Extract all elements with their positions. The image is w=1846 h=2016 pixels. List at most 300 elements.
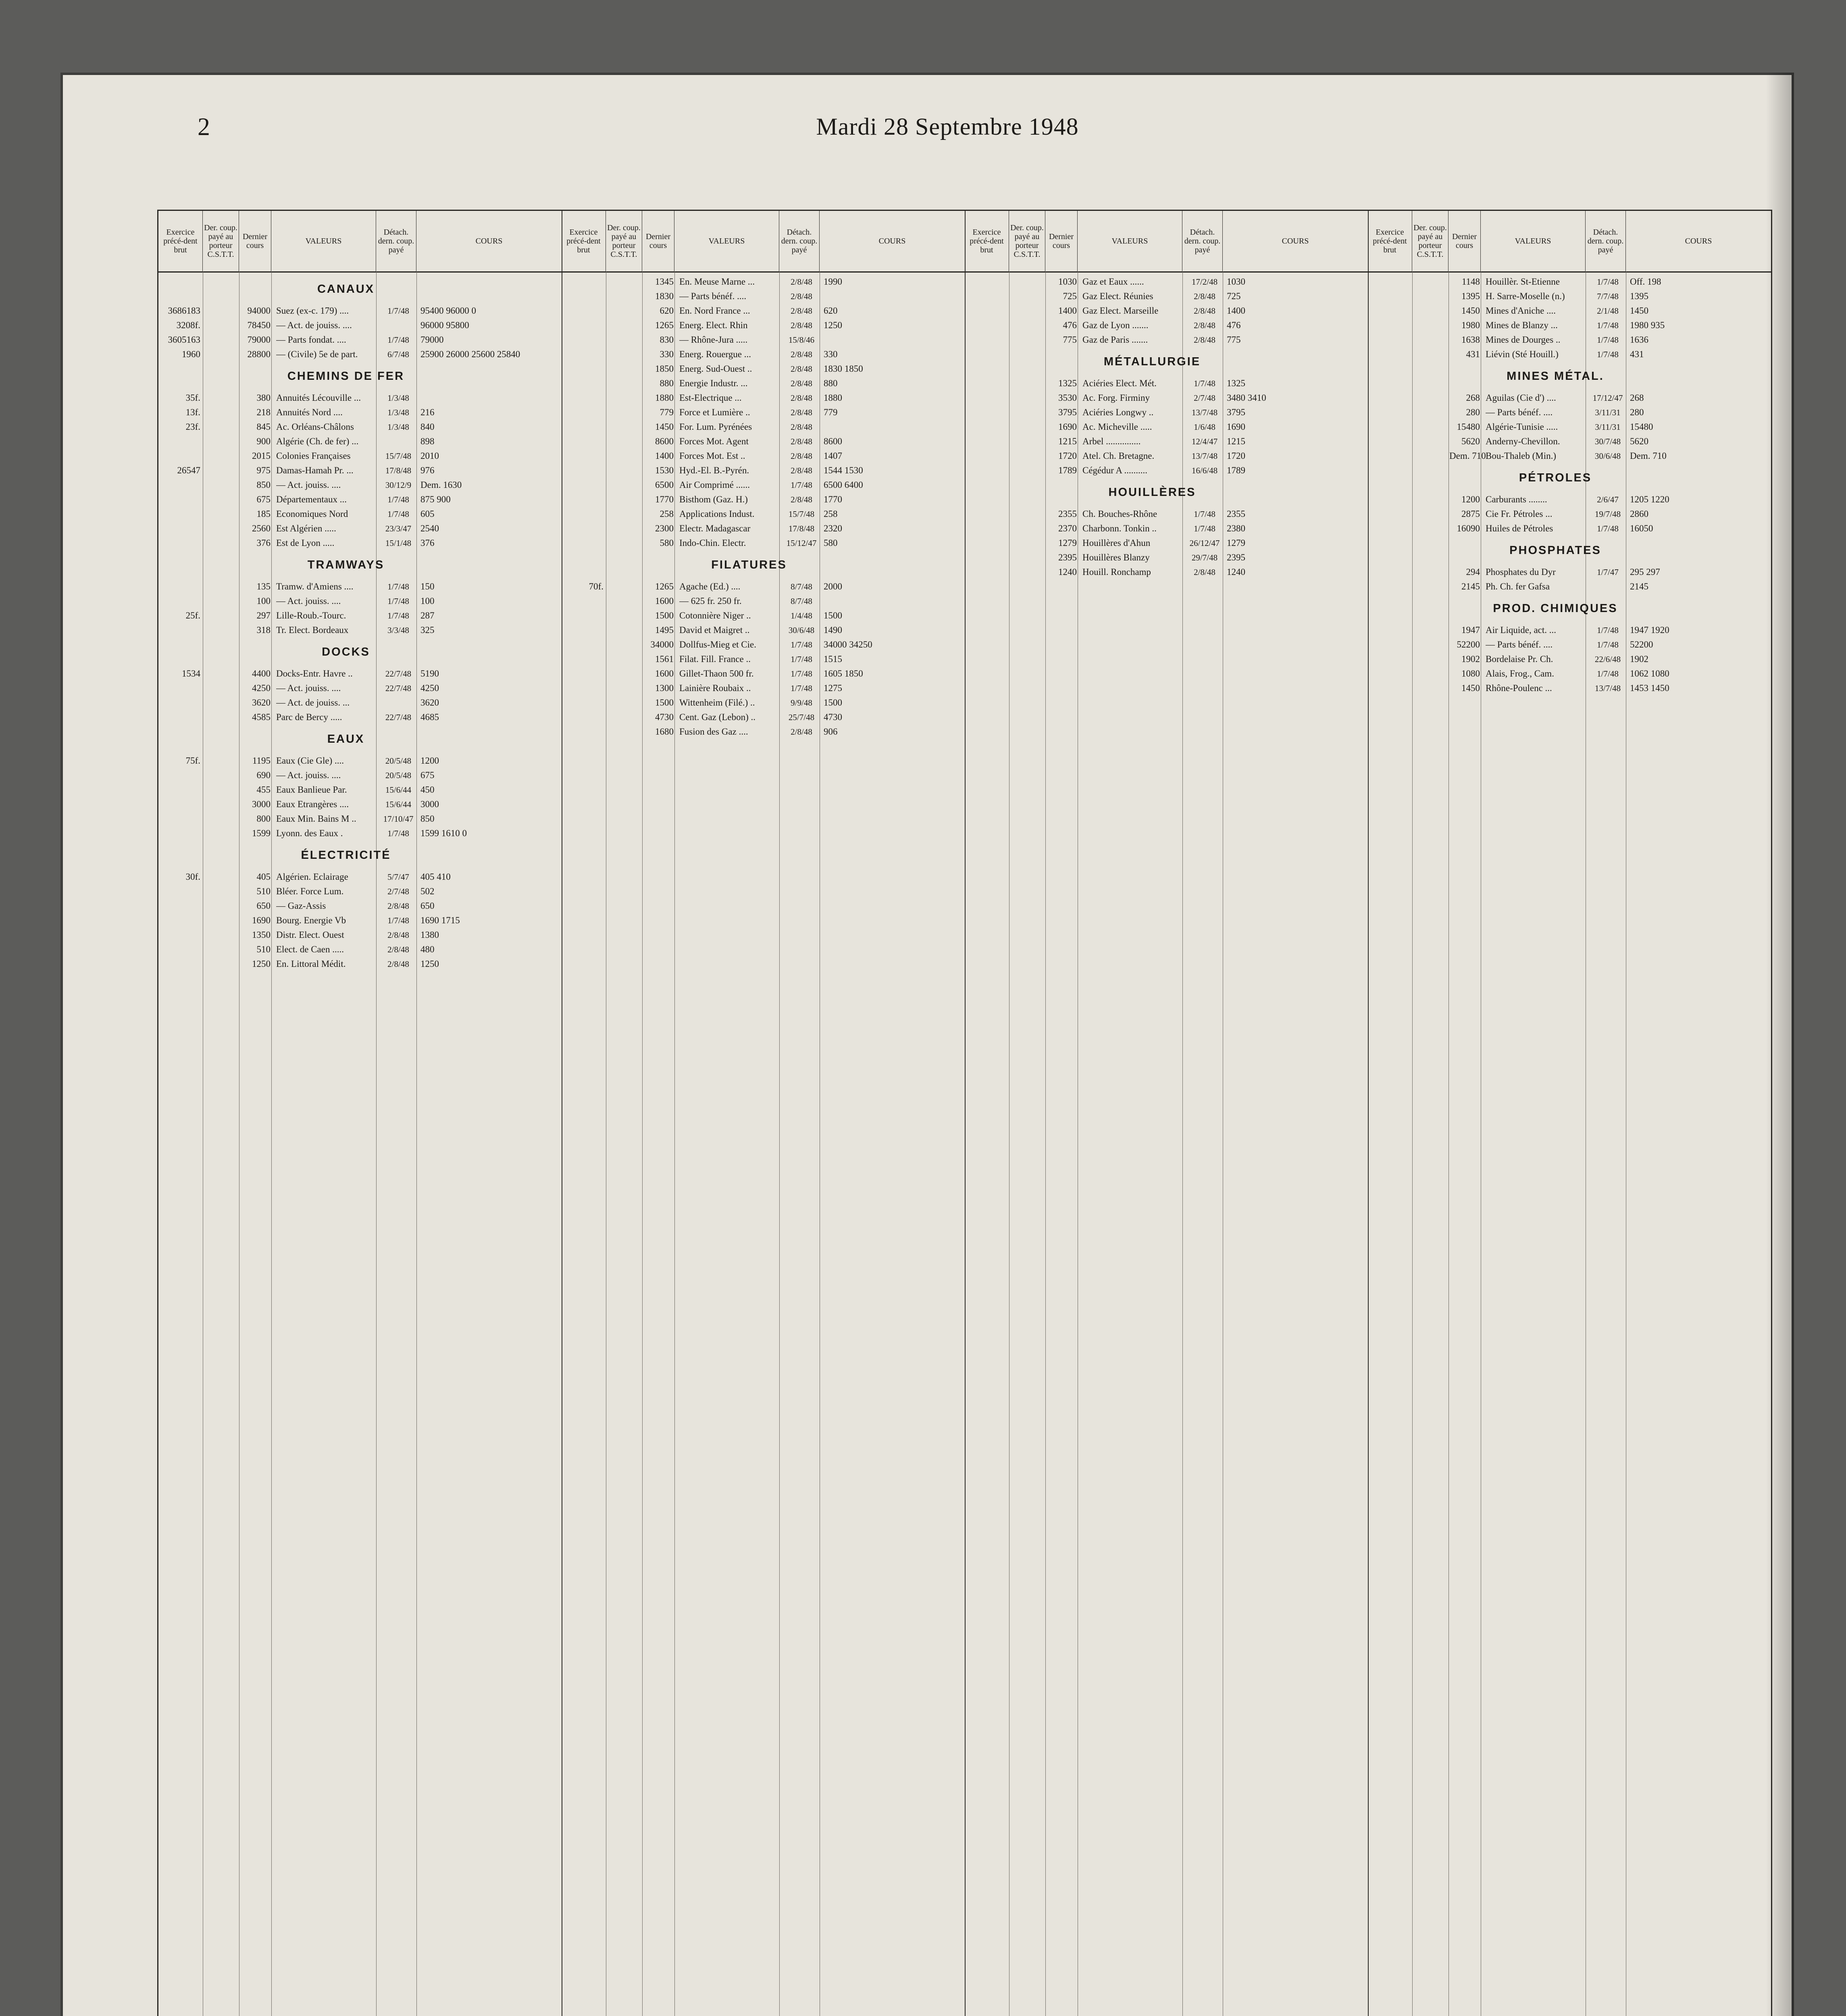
coupon-date: 2/8/48 (1194, 306, 1215, 316)
quotes: 216 (420, 407, 435, 417)
last-price: 3000 (252, 799, 271, 809)
quotes: 502 (420, 886, 435, 896)
last-price: 880 (660, 378, 674, 388)
previous-dividend: 75f. (185, 756, 200, 766)
coupon-date: 2/8/48 (791, 727, 812, 737)
coupon-date: 8/7/48 (791, 596, 812, 606)
coupon-date: 1/7/48 (791, 669, 812, 679)
security-name: H. Sarre-Moselle (n.) (1486, 291, 1565, 301)
last-price: 5620 (1461, 436, 1480, 446)
quotes: 2320 (824, 523, 842, 533)
column-header-net: Der. coup. payé au porteur C.S.T.T. (606, 211, 642, 271)
quotes: 1250 (824, 320, 842, 330)
security-name: Eaux (Cie Gle) .... (276, 756, 344, 766)
quotation-row (158, 826, 562, 841)
quotes: 3620 (420, 698, 439, 708)
quotation-rows (965, 275, 1368, 579)
coupon-date: 2/8/48 (791, 451, 812, 461)
quotation-row (965, 391, 1368, 405)
coupon-date: 17/8/48 (788, 524, 815, 533)
quotation-row (562, 405, 965, 420)
quotes: 775 (1227, 335, 1241, 345)
previous-dividend: 30f. (185, 872, 200, 882)
quotes: 875 900 (420, 494, 451, 504)
quotes: 675 (420, 770, 435, 780)
stock-quotation-table (157, 210, 1772, 2016)
quotes: 34000 34250 (824, 639, 872, 650)
last-price: 775 (1063, 335, 1077, 345)
security-name: Eaux Banlieue Par. (276, 785, 347, 795)
last-price: 8600 (655, 436, 674, 446)
quotation-row (158, 333, 562, 347)
quotes: 1400 (1227, 306, 1245, 316)
security-name: Mines de Blanzy ... (1486, 320, 1558, 330)
security-name: Houillères d'Ahun (1082, 538, 1151, 548)
quotes: 4685 (420, 712, 439, 722)
quotation-row (1368, 579, 1771, 594)
security-name: — Parts bénéf. .... (1486, 407, 1553, 417)
quotes: 1240 (1227, 567, 1245, 577)
last-price: 330 (660, 349, 674, 359)
coupon-date: 1/7/48 (1597, 669, 1619, 679)
coupon-date: 25/7/48 (788, 712, 815, 722)
coupon-date: 9/9/48 (791, 698, 812, 708)
last-price: 1265 (655, 581, 674, 591)
quotation-row (965, 463, 1368, 478)
coupon-date: 2/8/48 (791, 466, 812, 475)
quotes: 476 (1227, 320, 1241, 330)
quotation-row (158, 420, 562, 434)
quotation-row (562, 362, 965, 376)
quotation-row (1368, 304, 1771, 318)
column-headers (1368, 211, 1771, 273)
security-name: — Act. de jouiss. .... (276, 320, 352, 330)
security-name: Ph. Ch. fer Gafsa (1486, 581, 1550, 591)
last-price: Dem. 710 (1449, 451, 1486, 461)
last-price: 297 (256, 610, 271, 621)
security-name: Damas-Hamah Pr. ... (276, 465, 354, 475)
security-name: Bordelaise Pr. Ch. (1486, 654, 1553, 664)
last-price: 675 (256, 494, 271, 504)
security-name: Liévin (Sté Houill.) (1486, 349, 1559, 359)
last-price: 1345 (655, 277, 674, 287)
quotation-row (158, 304, 562, 318)
page-number: 2 (198, 113, 210, 141)
quotes: 2395 (1227, 552, 1245, 562)
last-price: 1265 (655, 320, 674, 330)
quotes: 1279 (1227, 538, 1245, 548)
last-price: 6500 (655, 480, 674, 490)
quotation-row (1368, 434, 1771, 449)
coupon-date: 2/8/48 (791, 350, 812, 359)
section-title: PÉTROLES (1519, 471, 1592, 484)
security-name: Eaux Min. Bains M .. (276, 814, 356, 824)
last-price: 185 (256, 509, 271, 519)
coupon-date: 1/4/48 (791, 611, 812, 621)
quotation-row (1368, 681, 1771, 696)
quotation-row (158, 797, 562, 812)
quotation-row (965, 289, 1368, 304)
quotes: 1500 (824, 610, 842, 621)
coupon-date: 17/8/48 (385, 466, 412, 475)
last-price: 779 (660, 407, 674, 417)
last-price: 1880 (655, 393, 674, 403)
security-name: Houillères Blanzy (1082, 552, 1150, 562)
coupon-date: 15/7/48 (385, 451, 412, 461)
quotation-row (158, 768, 562, 783)
last-price: 2300 (655, 523, 674, 533)
coupon-date: 1/7/48 (1597, 277, 1619, 287)
newspaper-page (60, 73, 1794, 2016)
last-price: 2145 (1461, 581, 1480, 591)
security-name: En. Littoral Médit. (276, 959, 346, 969)
quotes: 2145 (1630, 581, 1648, 591)
quotation-row (158, 449, 562, 463)
security-name: — Rhône-Jura ..... (679, 335, 748, 345)
quotes: 2380 (1227, 523, 1245, 533)
security-name: Cie Fr. Pétroles ... (1486, 509, 1553, 519)
security-name: — Act. jouiss. .... (276, 770, 341, 780)
quotes: 2010 (420, 451, 439, 461)
coupon-date: 2/7/48 (1194, 393, 1215, 403)
quotes: 1830 1850 (824, 364, 863, 374)
security-name: — Act. de jouiss. ... (276, 698, 350, 708)
last-price: 28800 (247, 349, 271, 359)
security-name: Energ. Rouergue ... (679, 349, 751, 359)
column-header-last: Dernier cours (239, 211, 271, 271)
last-price: 258 (660, 509, 674, 519)
coupon-date: 1/7/48 (1194, 509, 1215, 519)
last-price: 850 (256, 480, 271, 490)
quotes: Dem. 710 (1630, 451, 1667, 461)
last-price: 900 (256, 436, 271, 446)
coupon-date: 1/7/48 (1597, 350, 1619, 359)
quotation-row (965, 405, 1368, 420)
quotation-row (965, 521, 1368, 536)
coupon-date: 3/3/48 (387, 625, 409, 635)
last-price: 1690 (1058, 422, 1077, 432)
coupon-date: 2/8/48 (791, 437, 812, 446)
column-header-detach: Détach. dern. coup. payé (1586, 211, 1626, 271)
quotation-row (562, 434, 965, 449)
quotation-row (158, 405, 562, 420)
quotation-row (562, 608, 965, 623)
section-title: CANAUX (317, 283, 375, 296)
column-header-previous: Exercice précé-dent brut (1368, 211, 1412, 271)
last-price: 1325 (1058, 378, 1077, 388)
column-headers (562, 211, 965, 273)
previous-dividend: 35f. (185, 393, 200, 403)
coupon-date: 1/7/48 (791, 480, 812, 490)
quotation-row (562, 318, 965, 333)
coupon-date: 2/8/48 (791, 277, 812, 287)
quotation-row (158, 957, 562, 971)
quotation-row (562, 521, 965, 536)
security-name: Applications Indust. (679, 509, 755, 519)
section-title: FILATURES (711, 558, 787, 571)
coupon-date: 29/7/48 (1191, 553, 1218, 562)
section-title: MÉTALLURGIE (1103, 355, 1201, 368)
security-name: Alais, Frog., Cam. (1486, 669, 1554, 679)
coupon-date: 16/6/48 (1191, 466, 1218, 475)
security-name: Dollfus-Mieg et Cie. (679, 639, 756, 650)
last-price: 2560 (252, 523, 271, 533)
quotes: 376 (420, 538, 435, 548)
security-name: Bourg. Energie Vb (276, 915, 346, 925)
last-price: 975 (256, 465, 271, 475)
security-name: — Act. jouiss. .... (276, 480, 341, 490)
last-price: 78450 (247, 320, 271, 330)
quotation-row (1368, 666, 1771, 681)
quotation-row (965, 333, 1368, 347)
quotes: 5190 (420, 669, 439, 679)
last-price: 1500 (655, 698, 674, 708)
coupon-date: 1/3/48 (387, 408, 409, 417)
coupon-date: 2/8/48 (791, 495, 812, 504)
security-name: Cotonnière Niger .. (679, 610, 751, 621)
coupon-date: 1/7/48 (387, 306, 409, 316)
security-name: Arbel ............... (1082, 436, 1141, 446)
quotation-row (1368, 521, 1771, 536)
last-price: 1080 (1461, 669, 1480, 679)
coupon-date: 15/8/46 (788, 335, 815, 345)
quotation-row (158, 928, 562, 942)
coupon-date: 2/1/48 (1597, 306, 1619, 316)
coupon-date: 2/8/48 (791, 292, 812, 301)
security-name: Distr. Elect. Ouest (276, 930, 344, 940)
security-name: Mines de Dourges .. (1486, 335, 1561, 345)
last-price: 1395 (1461, 291, 1480, 301)
security-name: Hyd.-El. B.-Pyrén. (679, 465, 749, 475)
quotation-row (158, 710, 562, 725)
coupon-date: 1/7/48 (387, 495, 409, 504)
column-header-valeurs: VALEURS (1481, 211, 1586, 271)
quotes: 650 (420, 901, 435, 911)
quotes: 1980 935 (1630, 320, 1665, 330)
quotation-row (562, 333, 965, 347)
coupon-date: 1/7/47 (1597, 567, 1619, 577)
column-header-cours: COURS (475, 237, 503, 246)
coupon-date: 2/8/48 (1194, 292, 1215, 301)
quotes: 725 (1227, 291, 1241, 301)
quotes: 1880 (824, 393, 842, 403)
quotation-row (562, 304, 965, 318)
last-price: 1215 (1058, 436, 1077, 446)
last-price: 1300 (655, 683, 674, 693)
security-name: Fusion des Gaz .... (679, 727, 748, 737)
quotation-row (158, 754, 562, 768)
quotation-row (562, 623, 965, 637)
security-name: Bou-Thaleb (Min.) (1486, 451, 1557, 461)
column-header-valeurs: VALEURS (674, 211, 779, 271)
last-price: 2355 (1058, 509, 1077, 519)
security-name: David et Maigret .. (679, 625, 750, 635)
quotation-row (158, 579, 562, 594)
quotation-row (562, 463, 965, 478)
security-name: Ch. Bouches-Rhône (1082, 509, 1157, 519)
coupon-date: 5/7/47 (387, 872, 409, 882)
coupon-date: 17/12/47 (1592, 393, 1623, 403)
security-name: Energ. Sud-Ouest .. (679, 364, 752, 374)
quotation-row (562, 347, 965, 362)
quotation-row (562, 275, 965, 289)
security-name: Charbonn. Tonkin .. (1082, 523, 1157, 533)
quotation-row (1368, 652, 1771, 666)
quotes: 1250 (420, 959, 439, 969)
quotes: 1690 (1227, 422, 1245, 432)
security-name: Air Comprimé ...... (679, 480, 750, 490)
security-name: Rhône-Poulenc ... (1486, 683, 1552, 693)
quotation-row (158, 899, 562, 913)
quotes: 605 (420, 509, 435, 519)
last-price: 79000 (247, 335, 271, 345)
quotation-row (562, 681, 965, 696)
coupon-date: 15/12/47 (786, 538, 817, 548)
security-name: Gaz Elect. Réunies (1082, 291, 1153, 301)
quotation-row (562, 725, 965, 739)
security-name: Ac. Forg. Firminy (1082, 393, 1150, 403)
column-header-previous: Exercice précé-dent brut (965, 211, 1009, 271)
coupon-date: 15/6/44 (385, 800, 412, 809)
quotes: 580 (824, 538, 838, 548)
last-price: 1200 (1461, 494, 1480, 504)
last-price: 690 (256, 770, 271, 780)
last-price: 376 (256, 538, 271, 548)
quotation-row (158, 478, 562, 492)
security-name: Agache (Ed.) .... (679, 581, 741, 591)
quotes: 5620 (1630, 436, 1648, 446)
section-title: ÉLECTRICITÉ (301, 849, 391, 862)
quotation-row (158, 434, 562, 449)
security-name: — Parts fondat. .... (276, 335, 346, 345)
quotation-row (965, 318, 1368, 333)
column-header-cours: COURS (1282, 237, 1309, 246)
security-name: Forces Mot. Est .. (679, 451, 745, 461)
coupon-date: 1/7/48 (1597, 625, 1619, 635)
quotes: 1325 (1227, 378, 1245, 388)
quotation-row (158, 492, 562, 507)
last-price: 3795 (1058, 407, 1077, 417)
quotes: 1205 1220 (1630, 494, 1669, 504)
security-name: Gillet-Thaon 500 fr. (679, 669, 754, 679)
quotes: 1275 (824, 683, 842, 693)
quotation-row (158, 884, 562, 899)
last-price: 455 (256, 785, 271, 795)
last-price: 1720 (1058, 451, 1077, 461)
quotes: 1395 (1630, 291, 1648, 301)
last-price: 1638 (1461, 335, 1480, 345)
security-name: Est-Electrique ... (679, 393, 742, 403)
quotation-row (158, 507, 562, 521)
coupon-date: 1/7/48 (387, 335, 409, 345)
column-header-valeurs: VALEURS (271, 211, 376, 271)
quotation-rows (562, 275, 965, 739)
security-name: Lainière Roubaix .. (679, 683, 751, 693)
last-price: 100 (256, 596, 271, 606)
section-title: PROD. CHIMIQUES (1493, 602, 1618, 615)
coupon-date: 6/7/48 (387, 350, 409, 359)
quotation-row (158, 318, 562, 333)
security-name: Bléer. Force Lum. (276, 886, 344, 896)
coupon-date: 1/7/48 (1194, 524, 1215, 533)
column-header-net: Der. coup. payé au porteur C.S.T.T. (203, 211, 239, 271)
coupon-date: 19/7/48 (1594, 509, 1621, 519)
quotation-row (1368, 420, 1771, 434)
last-price: 510 (256, 944, 271, 954)
quotation-row (1368, 275, 1771, 289)
last-price: 2875 (1461, 509, 1480, 519)
security-name: Aciéries Elect. Mét. (1082, 378, 1157, 388)
quotes: 1490 (824, 625, 842, 635)
quotation-row (562, 696, 965, 710)
coupon-date: 13/7/48 (1594, 683, 1621, 693)
quotation-row (562, 391, 965, 405)
quotes: 1453 1450 (1630, 683, 1669, 693)
quotation-row (1368, 637, 1771, 652)
quotation-row (158, 347, 562, 362)
security-name: Anderny-Chevillon. (1486, 436, 1560, 446)
coupon-date: 22/7/48 (385, 683, 412, 693)
security-name: Annuités Lécouville ... (276, 393, 361, 403)
last-price: 318 (256, 625, 271, 635)
quotes: 325 (420, 625, 435, 635)
security-name: — 625 fr. 250 fr. (679, 596, 742, 606)
security-name: Parc de Bercy ..... (276, 712, 342, 722)
quotes: 898 (420, 436, 435, 446)
column-header-net: Der. coup. payé au porteur C.S.T.T. (1009, 211, 1045, 271)
coupon-date: 2/8/48 (387, 959, 409, 969)
quotes: 1450 (1630, 306, 1648, 316)
last-price: 830 (660, 335, 674, 345)
last-price: 510 (256, 886, 271, 896)
security-name: — (Civile) 5e de part. (276, 349, 358, 359)
quotation-row (1368, 623, 1771, 637)
quotes: 15480 (1630, 422, 1653, 432)
coupon-date: 1/7/48 (387, 582, 409, 591)
quotes: 16050 (1630, 523, 1653, 533)
security-name: Cent. Gaz (Lebon) .. (679, 712, 756, 722)
quotes: 450 (420, 785, 435, 795)
column-header-last: Dernier cours (1045, 211, 1078, 271)
quotation-row (1368, 318, 1771, 333)
quotes: 1902 (1630, 654, 1648, 664)
last-price: 294 (1466, 567, 1480, 577)
last-price: 15480 (1457, 422, 1480, 432)
security-name: Force et Lumière .. (679, 407, 750, 417)
coupon-date: 2/8/48 (791, 306, 812, 316)
quotes: 8600 (824, 436, 842, 446)
last-price: 3620 (252, 698, 271, 708)
last-price: 16090 (1457, 523, 1480, 533)
security-name: Atel. Ch. Bretagne. (1082, 451, 1155, 461)
coupon-date: 30/6/48 (788, 625, 815, 635)
quotes: 2540 (420, 523, 439, 533)
quotation-row (158, 594, 562, 608)
quotes: 1544 1530 (824, 465, 863, 475)
quotes: 1062 1080 (1630, 669, 1669, 679)
last-price: 218 (256, 407, 271, 417)
quotes: 150 (420, 581, 435, 591)
security-name: Algérie (Ch. de fer) ... (276, 436, 359, 446)
quotation-row (562, 478, 965, 492)
quotation-row (562, 449, 965, 463)
coupon-date: 2/8/48 (1194, 321, 1215, 330)
coupon-date: 12/4/47 (1191, 437, 1218, 446)
last-price: 1789 (1058, 465, 1077, 475)
section-title: DOCKS (322, 646, 370, 658)
security-name: Wittenheim (Filé.) .. (679, 698, 755, 708)
previous-dividend: 25f. (185, 610, 200, 621)
